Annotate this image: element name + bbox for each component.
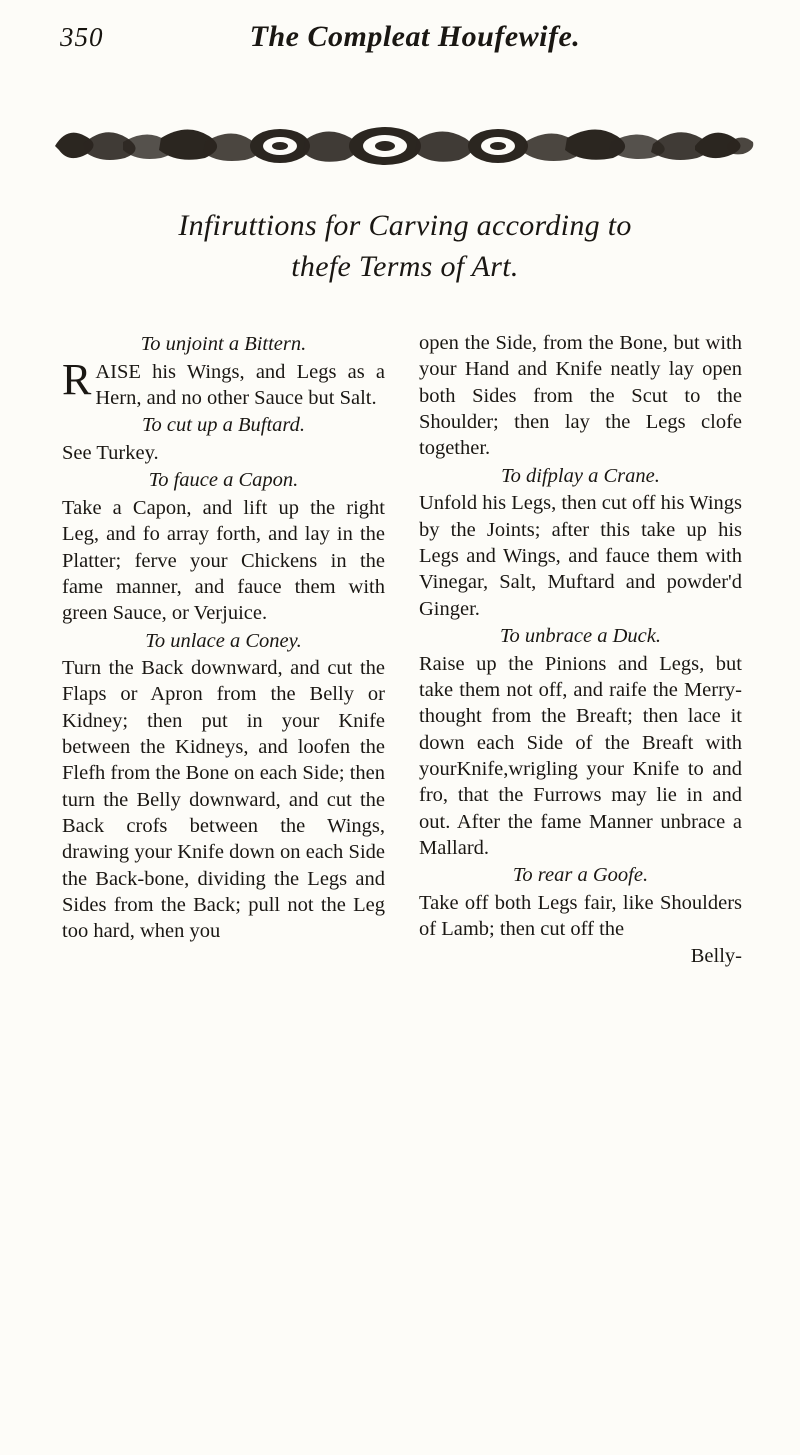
recipe-body-duck: Raise up the Pinions and Legs, but take them not off, and raife the Merry-thought from the Breaft; then lace it down each Side of the Breaft with yourKnife,wrigling your Knife to and fro, that the Furrows may lie in and out. After the fame Manner unbrace a Mallard. xyxy=(419,652,742,859)
two-column-body xyxy=(62,330,742,1420)
recipe-text: AISE his Wings, and Legs as a Hern, and no other Sauce but Salt. xyxy=(95,360,385,409)
running-title: The Compleat Houfewife. xyxy=(249,20,581,53)
recipe-body-goofe: Take off both Legs fair, like Shoulders of Lamb; then cut off the xyxy=(419,891,742,941)
folio-number: 350 xyxy=(60,22,104,52)
recipe-heading-buftard: To cut up a Buftard. xyxy=(141,414,306,437)
catchword: Belly- xyxy=(690,945,742,968)
recipe-body-coney-continued: open the Side, from the Bone, but with your Hand and Knife neatly lay open both Sides from the Scut to the Shoulder; then lay the Legs clofe together. xyxy=(419,332,742,460)
recipe-body-buftard: See Turkey. xyxy=(62,441,159,464)
recipe-body-coney: Turn the Back downward, and cut the Flaps or Apron from the Belly or Kidney; then put in your Knife between the Kidneys, and loofen the Flefh from the Bone on each Side; then turn the Belly downward, and cut the Back crofs between the Wings, drawing your Knife down on each Side the Back-bone, dividing the Legs and Sides from the Back; pull not the Leg too hard, when you xyxy=(62,657,385,943)
heading-line-2: thefe Terms of Art. xyxy=(291,250,519,284)
left-column xyxy=(62,330,385,1420)
recipe-heading-goofe: To rear a Goofe. xyxy=(512,864,649,887)
recipe-body-capon: Take a Capon, and lift up the right Leg, and fo array forth, and lay in the Platter; ferve your Chickens in the fame manner, and fauce them with green Sauce, or Verjuice. xyxy=(62,496,385,625)
drop-cap-initial: R xyxy=(62,354,92,404)
recipe-heading-bittern: To unjoint a Bittern. xyxy=(140,333,307,355)
recipe-heading-capon: To fauce a Capon. xyxy=(148,469,299,492)
heading-line-1: Infiruttions for Carving according to xyxy=(178,209,632,242)
running-head xyxy=(60,20,750,66)
ornamental-rule xyxy=(55,120,755,172)
page-title xyxy=(70,205,740,288)
recipe-heading-crane: To difplay a Crane. xyxy=(501,464,660,487)
right-column xyxy=(419,330,742,1420)
recipe-body-crane: Unfold his Legs, then cut off his Wings by the Joints; after this take up his Legs and Wings, and fauce them with Vinegar, Salt, Muftard and powder'd Ginger. xyxy=(419,492,742,620)
recipe-body-bittern xyxy=(62,354,385,412)
recipe-heading-coney: To unlace a Coney. xyxy=(145,629,302,652)
recipe-heading-duck: To unbrace a Duck. xyxy=(500,624,661,647)
